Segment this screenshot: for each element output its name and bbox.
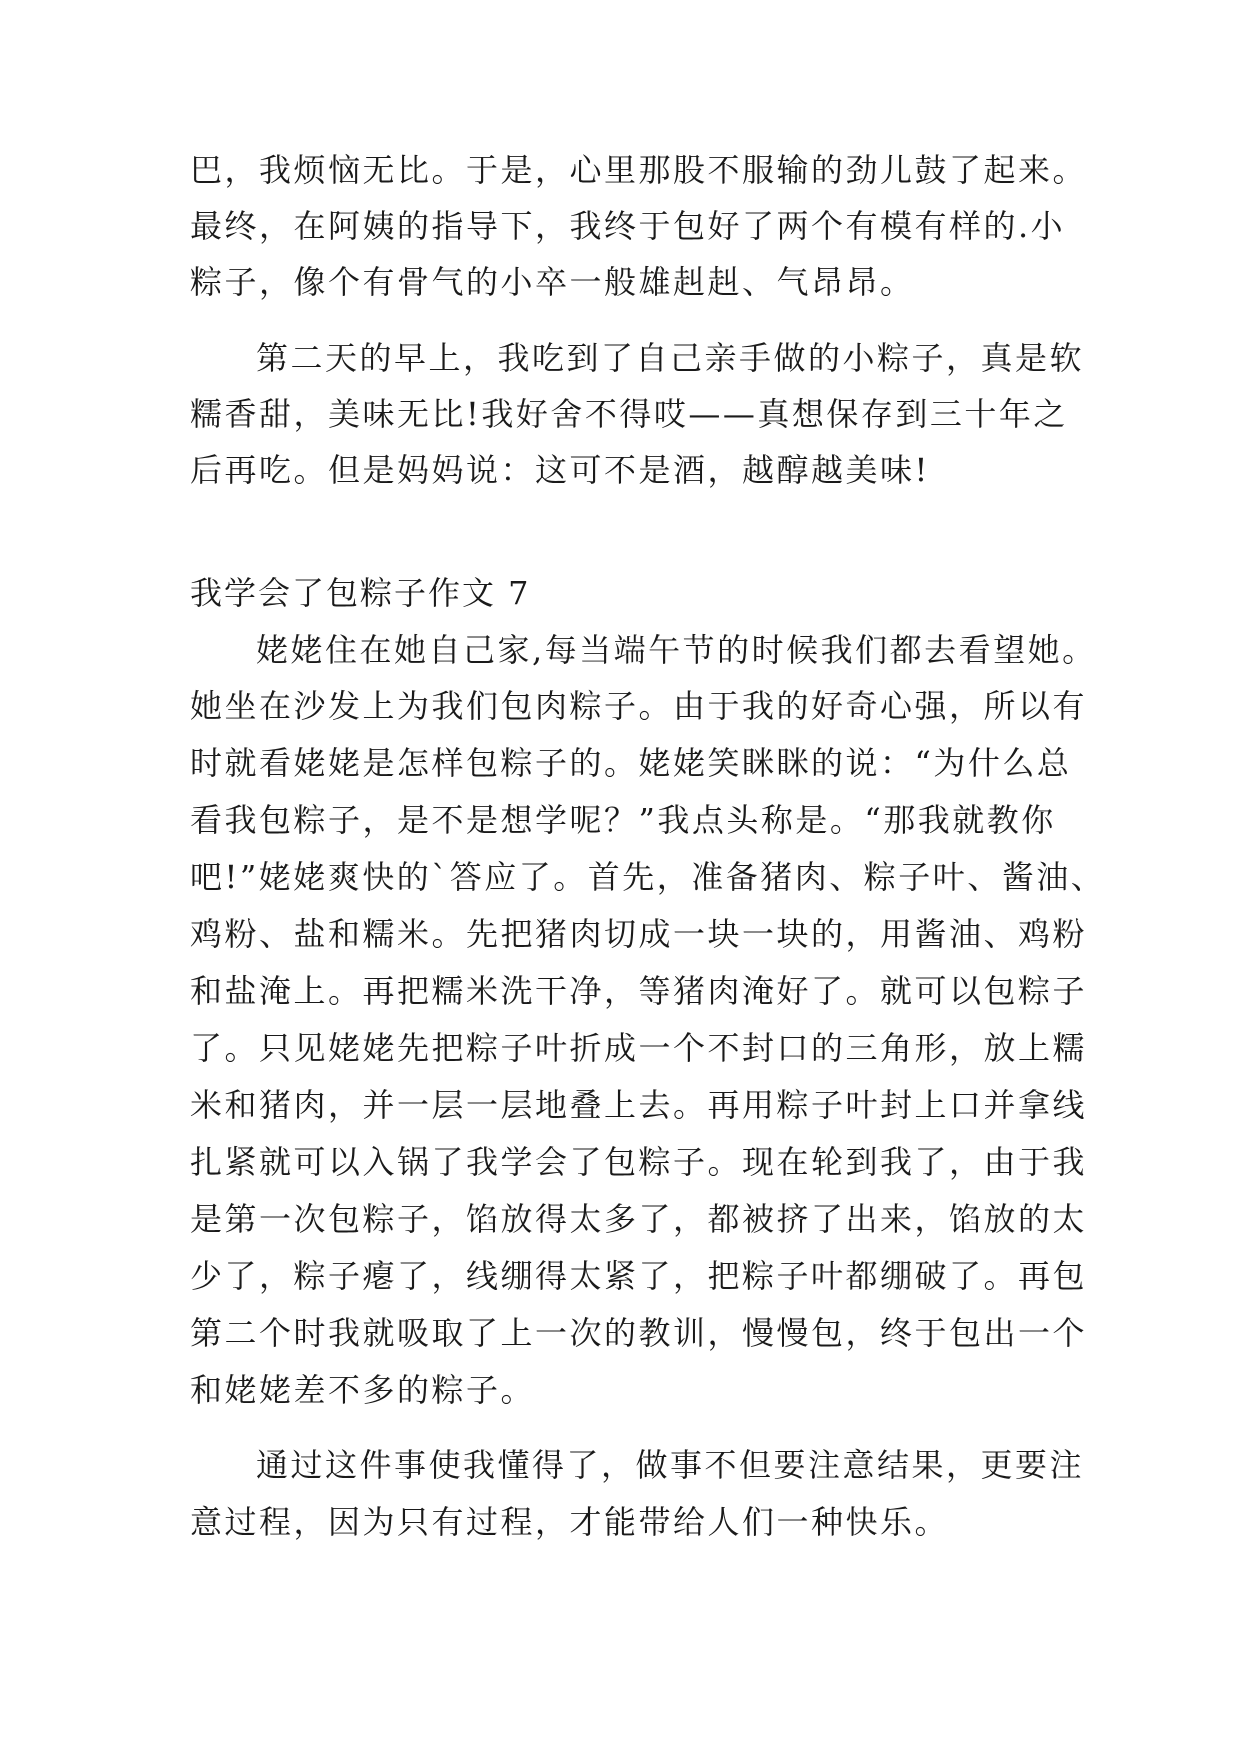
paragraph-2-line-1: 第二天的早上，我吃到了自己亲手做的小粽子，真是软 bbox=[256, 339, 1085, 377]
section-heading: 我学会了包粽子作文 7 bbox=[190, 574, 531, 612]
paragraph-3-line-2: 她坐在沙发上为我们包肉粽子。由于我的好奇心强，所以有 bbox=[190, 687, 1088, 725]
paragraph-1-line-1: 巴，我烦恼无比。于是，心里那股不服输的劲儿鼓了起来。 bbox=[190, 151, 1088, 189]
paragraph-3-line-5: 吧!”姥姥爽快的`答应了。首先，准备猪肉、粽子叶、酱油、 bbox=[190, 858, 1106, 896]
paragraph-3-line-9: 米和猪肉，并一层一层地叠上去。再用粽子叶封上口并拿线 bbox=[190, 1086, 1088, 1124]
paragraph-3-line-8: 了。只见姥姥先把粽子叶折成一个不封口的三角形，放上糯 bbox=[190, 1029, 1088, 1067]
paragraph-3-line-11: 是第一次包粽子，馅放得太多了，都被挤了出来，馅放的太 bbox=[190, 1200, 1088, 1238]
paragraph-3-line-10: 扎紧就可以入锅了我学会了包粽子。现在轮到我了，由于我 bbox=[190, 1143, 1088, 1181]
paragraph-3-line-3: 时就看姥姥是怎样包粽子的。姥姥笑眯眯的说：“为什么总 bbox=[190, 744, 1072, 782]
paragraph-3-line-4: 看我包粽子，是不是想学呢？”我点头称是。“那我就教你 bbox=[190, 801, 1056, 839]
paragraph-4-line-1: 通过这件事使我懂得了，做事不但要注意结果，更要注 bbox=[256, 1446, 1085, 1484]
paragraph-3-line-6: 鸡粉、盐和糯米。先把猪肉切成一块一块的，用酱油、鸡粉 bbox=[190, 915, 1088, 953]
paragraph-1-line-3: 粽子，像个有骨气的小卒一般雄赳赳、气昂昂。 bbox=[190, 263, 915, 301]
paragraph-2-line-3: 后再吃。但是妈妈说：这可不是酒，越醇越美味! bbox=[190, 451, 930, 489]
paragraph-2-line-2: 糯香甜，美味无比!我好舍不得哎——真想保存到三十年之 bbox=[190, 395, 1068, 433]
paragraph-3-line-14: 和姥姥差不多的粽子。 bbox=[190, 1371, 536, 1409]
paragraph-3-line-13: 第二个时我就吸取了上一次的教训，慢慢包，终于包出一个 bbox=[190, 1314, 1088, 1352]
paragraph-3-line-7: 和盐淹上。再把糯米洗干净，等猪肉淹好了。就可以包粽子 bbox=[190, 972, 1088, 1010]
paragraph-3-line-12: 少了，粽子瘪了，线绷得太紧了，把粽子叶都绷破了。再包 bbox=[190, 1257, 1088, 1295]
paragraph-3-line-1: 姥姥住在她自己家,每当端午节的时候我们都去看望她。 bbox=[256, 631, 1097, 669]
paragraph-1-line-2: 最终，在阿姨的指导下，我终于包好了两个有模有样的.小 bbox=[190, 207, 1066, 245]
paragraph-4-line-2: 意过程，因为只有过程，才能带给人们一种快乐。 bbox=[190, 1503, 950, 1541]
